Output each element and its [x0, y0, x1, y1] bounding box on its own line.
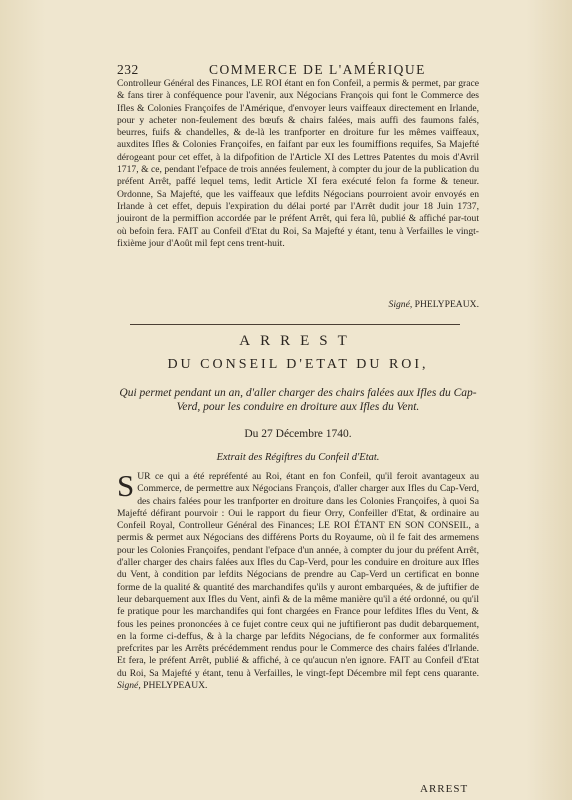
arrest-heading: ARREST — [239, 333, 357, 349]
running-title: COMMERCE DE L'AMÉRIQUE — [209, 62, 426, 77]
signatory-name: , PHELYPEAUX. — [409, 299, 479, 310]
signe-label: Signé — [388, 299, 410, 310]
page-number: 232 — [117, 62, 139, 77]
arrest-date: Du 27 Décembre 1740. — [244, 428, 352, 440]
paragraph-2-text: UR ce qui a été repréfenté au Roi, étant en fon Confeil, qu'il feroit avantageux au Commerce, de permettre aux Négocians François, d'aller charger aux Ifles du Cap-Verd, des chairs falées pour les tranfporter en droiture dans les Colonies Françoifes, à quoi Sa Majefté défirant pourvoir : Oui le rapport du fieur Orry, Confeiller d'Etat, & ordinaire au Confeil Royal, Controlleur Général des Finances; LE ROI ÉTANT EN SON CONSEIL, a permis & permet aux Négocians des différens Ports du Royaume, où il fe fait des armemens pour les Colonies Françoifes, pendant l'efpace d'un année, à compter du jour du préfent Arrêt, d'aller charger des chairs falées aux Ifles du Cap-Verd, pour les conduire en droiture aux Ifles du Vent, à condition par lefdits Négocians de prendre au Cap-Verd un certificat en bonne forme de la qualité & quantité des marchandifes qu'ils y auront embarquées, & de juftifier de leur debarquement aux Ifles du Vent, ainfi & de la même manière qu'il a été ordonné, ou qu'il fe pratique pour les marchandifes qui font chargées en France pour lefdites Ifles du Vent, & fous les peines prononcées à ce fujet contre ceux qui ne juftifieront pas dudit debarquement, en la forme ci-deffus, & à la charge par lefdits Négocians, de fe conformer aux formalités prefcrites par les Arrêts précédemment rendus pour le Commerce des chairs falées d'Irlande. Et fera, le préfent Arrêt, publié & affiché, à ce qu'aucun n'en ignore. FAIT au Confeil d'Etat du Roi, Sa Majefté y étant, tenu à Verfailles, le vingt-fept Décembre mil fept cens quarante. — [117, 471, 479, 679]
paragraph-1: Controlleur Général des Finances, LE ROI étant en fon Confeil, a permis & permet, par grace & fans tirer à conféquence pour l'avenir, aux Négocians François qui font le Commerce des Ifles & Colonies Françoifes de l'Amérique, d'envoyer leurs vaiffeaux directement en Irlande, pour y acheter non-feulement des bœufs & chairs falées, mais auffi des faumons falés, beurres, fuifs & chandelles, & de-là les tranfporter en droiture fur les mêmes vaiffeaux, auxdites Ifles & Colonies Françoifes, en faifant par eux les foumiffions requifes, Sa Majefté dérogeant pour cet effet, à la difpofition de l'Article XI des Lettres Patentes du mois d'Avril 1717, & ce, pendant l'efpace de trois années feulement, à compter du jour de la publication du préfent Arrêt, paffé lequel tems, ledit Article XI fera exécuté felon fa forme & teneur. Ordonne, Sa Majefté, que les vaiffeaux que lefdits Négocians pourroient avoir envoyés en Irlande à cet effet, depuis l'expiration du délai porté par l'Arrêt dudit jour 18 Juin 1737, jouiront de la permiffion accordée par le préfent Arrêt, qui fera lû, publié & affiché par-tout où befoin fera. FAIT au Confeil d'Etat du Roi, Sa Majefté y étant, tenu à Verfailles le vingt-fixième jour d'Août mil fept cens trent-huit. — [117, 78, 479, 249]
conseil-heading: DU CONSEIL D'ETAT DU ROI, — [167, 357, 429, 372]
drop-cap: S — [117, 468, 135, 503]
arrest-subtitle: Qui permet pendant un an, d'aller charger des chairs falées aux Ifles du Cap-Verd, pour les conduire en droiture aux Ifles du Vent. — [119, 387, 477, 413]
extrait-line: Extrait des Régiftres du Confeil d'Etat. — [216, 452, 380, 463]
catchword: ARREST — [420, 783, 469, 795]
paragraph-2 — [117, 468, 479, 692]
divider-rule — [130, 324, 460, 325]
signature-1 — [117, 299, 479, 310]
signatory-name-2: , PHELYPEAUX. — [138, 680, 208, 692]
signe-label-2: Signé — [117, 680, 139, 692]
